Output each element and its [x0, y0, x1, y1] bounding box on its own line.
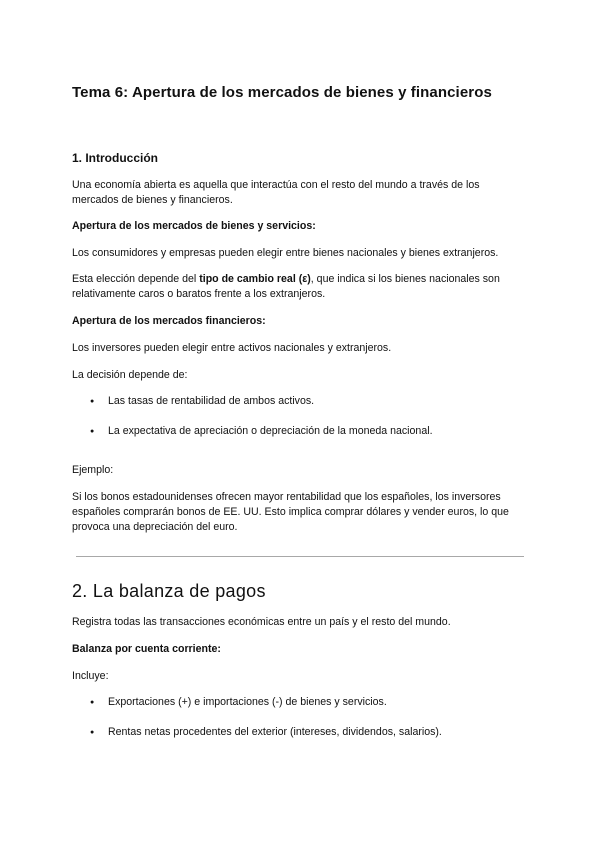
- section-2-intro: Registra todas las transacciones económicas entre un país y el resto del mundo.: [72, 616, 451, 628]
- example-text: Si los bonos estadounidenses ofrecen mayor rentabilidad que los españoles, los inversores españoles comprarán bonos de EE. UU. Esto implica comprar dólares y vender euros, lo que provoca una depreciación del euro.: [72, 491, 509, 533]
- list-item: ● Rentas netas procedentes del exterior (intereses, dividendos, salarios).: [108, 725, 442, 740]
- financial-market-paragraph-1: Los inversores pueden elegir entre activos nacionales y extranjeros.: [72, 342, 392, 354]
- real-exchange-rate-term: tipo de cambio real (ε): [199, 273, 311, 285]
- goods-market-heading: Apertura de los mercados de bienes y servicios:: [72, 220, 316, 232]
- goods-p2-pre: Esta elección depende del: [72, 273, 200, 285]
- goods-p2-post: , que indica si los bienes nacionales son relativamente caros o baratos frente a los extranjeros.: [72, 273, 500, 300]
- includes-label: Incluye:: [72, 670, 109, 682]
- section-1-heading: 1. Introducción: [72, 151, 159, 165]
- financial-market-paragraph-2: La decisión depende de:: [72, 369, 188, 381]
- list-item: ● Exportaciones (+) e importaciones (-) de bienes y servicios.: [108, 695, 387, 710]
- example-label: Ejemplo:: [72, 464, 114, 476]
- section-1-intro: Una economía abierta es aquella que interactúa con el resto del mundo a través de los mercados de bienes y financieros.: [72, 179, 480, 206]
- section-2-heading: 2. La balanza de pagos: [72, 581, 266, 601]
- document-title: Tema 6: Apertura de los mercados de bienes y financieros: [72, 84, 492, 101]
- financial-market-heading: Apertura de los mercados financieros:: [72, 315, 266, 327]
- goods-market-paragraph-1: Los consumidores y empresas pueden elegir entre bienes nacionales y bienes extranjeros.: [72, 247, 499, 259]
- horizontal-divider: [76, 556, 524, 557]
- goods-market-paragraph-2: [72, 272, 528, 302]
- list-item: ● Las tasas de rentabilidad de ambos activos.: [108, 394, 314, 409]
- list-item: ● La expectativa de apreciación o depreciación de la moneda nacional.: [108, 424, 433, 439]
- current-account-heading: Balanza por cuenta corriente:: [72, 643, 221, 655]
